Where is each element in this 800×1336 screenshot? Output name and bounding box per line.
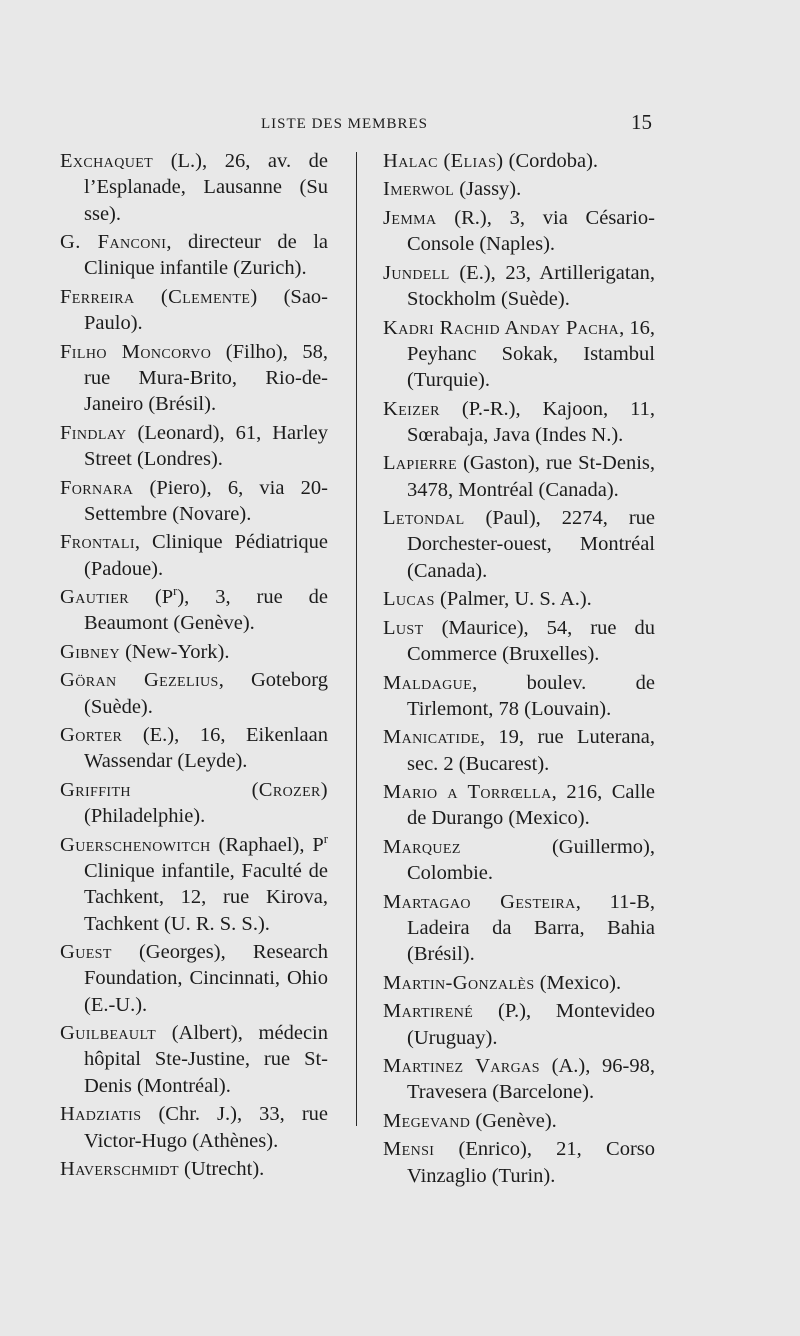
member-entry xyxy=(383,176,655,202)
member-details: (Jassy). xyxy=(454,178,522,201)
member-details: , 16, Peyhanc Sokak, Istambul (Turquie). xyxy=(407,316,656,392)
member-name: Hadziatis xyxy=(60,1103,142,1126)
superscript: r xyxy=(173,584,178,599)
member-name: Frontali xyxy=(60,531,135,554)
member-details: , 19, rue Luterana, sec. 2 (Bucarest). xyxy=(407,726,655,775)
member-details: (P.), Montevideo (Uruguay). xyxy=(407,1000,655,1049)
member-entry xyxy=(60,777,328,830)
column-divider xyxy=(356,152,357,1126)
member-name: Gibney xyxy=(60,640,120,663)
member-details: (Utrecht). xyxy=(178,1157,265,1180)
member-name: Imerwol xyxy=(383,178,455,201)
member-entry xyxy=(383,315,655,394)
member-entry xyxy=(383,148,655,174)
member-details: , directeur de la Clinique infantile (Zurich). xyxy=(84,231,329,280)
member-name: Kadri Rachid Anday Pacha xyxy=(383,316,620,339)
member-details: (Mexico). xyxy=(534,971,622,994)
member-details: , Goteborg (Suède). xyxy=(84,669,328,718)
member-name: Marquez xyxy=(383,835,461,858)
member-name: Lucas xyxy=(383,588,435,611)
member-entry xyxy=(60,420,328,473)
member-entry xyxy=(383,450,655,503)
member-entry xyxy=(60,1101,328,1154)
member-name: Haverschmidt xyxy=(60,1157,179,1180)
member-name: Manicatide xyxy=(383,726,480,749)
member-name: Jemma xyxy=(383,206,437,229)
member-entry xyxy=(60,229,328,282)
member-details: , 11-B, Ladeira da Barra, Bahia (Brésil). xyxy=(407,890,655,966)
member-details: (Enrico), 21, Corso Vinzaglio (Turin). xyxy=(407,1138,655,1187)
member-details: (E.), 16, Eikenlaan Wassendar (Leyde). xyxy=(84,724,328,773)
member-details: (Palmer, U. S. A.). xyxy=(434,588,592,611)
member-name: Jundell xyxy=(383,261,450,284)
member-details: , boulev. de Tirlemont, 78 (Louvain). xyxy=(407,671,655,720)
member-name: Letondal xyxy=(383,507,465,530)
member-name: Exchaquet xyxy=(60,150,154,172)
running-head: LISTE DES MEMBRES xyxy=(261,116,429,132)
member-details-continued: Clinique infantile, Faculté de Tachkent, 12, rue Kirova, Tachkent (U. R. S. S.). xyxy=(84,859,328,935)
member-details: (Raphael), P xyxy=(210,833,324,856)
member-name: Griffith (Crozer) xyxy=(60,778,328,801)
member-name: Guest xyxy=(60,941,112,964)
member-details: (New-York). xyxy=(119,640,230,663)
member-entry xyxy=(60,722,328,775)
member-details: (Maurice), 54, rue du Commerce (Bruxelles). xyxy=(407,616,655,666)
member-entry xyxy=(60,475,328,528)
member-details: (Piero), 6, via 20-Settembre (Novare). xyxy=(84,476,328,525)
member-name: Gautier xyxy=(60,586,129,609)
member-name: Lust xyxy=(383,616,424,639)
member-name: G. Fanconi xyxy=(60,231,167,254)
page-header xyxy=(60,110,652,140)
member-name: Guerschenowitch xyxy=(60,833,211,856)
member-entry xyxy=(383,1108,655,1134)
superscript: r xyxy=(323,831,328,846)
member-details: (E.), 23, Artillerigatan, Stockholm (Suède). xyxy=(407,261,655,311)
member-details: (Cordoba). xyxy=(503,150,599,172)
member-entry xyxy=(60,148,328,227)
member-entry xyxy=(60,639,328,665)
member-entry xyxy=(60,529,328,582)
member-entry xyxy=(383,998,655,1051)
member-details: (Paul), 2274, rue Dorchester-ouest, Montréal (Canada). xyxy=(407,507,655,582)
member-name: Martirené xyxy=(383,1000,474,1023)
member-entry xyxy=(383,724,655,777)
member-details: (Sao-Paulo). xyxy=(84,285,328,335)
member-entry xyxy=(60,1156,328,1182)
member-entry xyxy=(383,779,655,832)
member-name: Mario a Torrœlla xyxy=(383,781,552,804)
member-entry xyxy=(383,396,655,449)
member-name: Martin-Gonzalès xyxy=(383,971,535,994)
member-entry xyxy=(60,667,328,720)
member-details: (Philadelphie). xyxy=(84,805,206,828)
member-name: Mensi xyxy=(383,1138,435,1161)
member-name: Maldague xyxy=(383,671,473,694)
member-name: Ferreira (Clemente) xyxy=(60,285,258,308)
member-entry xyxy=(383,670,655,723)
member-details: , Clinique Pédiatrique (Padoue). xyxy=(84,531,328,580)
member-details: (Guillermo), Colombie. xyxy=(407,835,655,885)
member-details: (Chr. J.), 33, rue Victor-Hugo (Athènes). xyxy=(84,1103,328,1152)
member-entry xyxy=(60,584,328,637)
member-entry xyxy=(60,1020,328,1099)
member-name: Findlay xyxy=(60,421,127,444)
member-entry xyxy=(383,1053,655,1106)
member-details: , 216, Calle de Durango (Mexico). xyxy=(407,781,656,830)
member-list-right-column xyxy=(383,148,655,1189)
member-entry xyxy=(383,615,655,668)
member-details: (Gaston), rue St-Denis, 3478, Montréal (Canada). xyxy=(407,452,655,501)
member-name: Filho Moncorvo xyxy=(60,340,212,363)
member-name: Lapierre xyxy=(383,452,458,475)
member-name: Fornara xyxy=(60,476,134,499)
member-name: Göran Gezelius xyxy=(60,669,219,692)
member-name: Halac (Elias) xyxy=(383,150,504,172)
member-details: (R.), 3, via Césario-Console (Naples). xyxy=(407,206,655,256)
member-details: (Genève). xyxy=(470,1109,557,1132)
member-name: Gorter xyxy=(60,724,123,747)
member-details: (A.), 96-98, Travesera (Barcelone). xyxy=(407,1054,655,1104)
member-entry xyxy=(60,339,328,418)
member-details-continued: ), 3, rue de Beaumont (Genève). xyxy=(84,586,328,635)
member-entry xyxy=(383,505,655,584)
member-entry xyxy=(383,970,655,996)
member-entry xyxy=(383,834,655,887)
member-list-left-column xyxy=(60,148,328,1182)
member-name: Martinez Vargas xyxy=(383,1054,540,1077)
member-entry xyxy=(383,586,655,612)
member-details: (Leonard), 61, Harley Street (Londres). xyxy=(84,421,328,471)
member-entry xyxy=(60,939,328,1018)
member-details: (P xyxy=(128,586,174,609)
member-name: Guilbeault xyxy=(60,1022,157,1045)
member-details: (Filho), 58, rue Mura-Brito, Rio-de-Janeiro (Brésil). xyxy=(84,340,328,416)
member-entry xyxy=(60,284,328,337)
member-entry xyxy=(383,1136,655,1189)
page-number: 15 xyxy=(631,110,652,134)
member-details: (P.-R.), Kajoon, 11, Sœrabaja, Java (Indes N.). xyxy=(407,397,655,446)
member-entry xyxy=(383,889,655,968)
member-details: (Albert), médecin hôpital Ste-Justine, rue St-Denis (Montréal). xyxy=(84,1022,328,1097)
member-entry xyxy=(60,832,328,937)
member-entry xyxy=(383,260,655,313)
member-details: (Georges), Research Foundation, Cincinnati, Ohio (E.-U.). xyxy=(84,941,328,1016)
member-name: Martagao Gesteira xyxy=(383,890,576,913)
member-entry xyxy=(383,205,655,258)
member-name: Megevand xyxy=(383,1109,471,1132)
member-name: Keizer xyxy=(383,397,440,420)
member-details: (L.), 26, av. de l’Esplanade, Lausanne (Su sse). xyxy=(84,150,328,225)
